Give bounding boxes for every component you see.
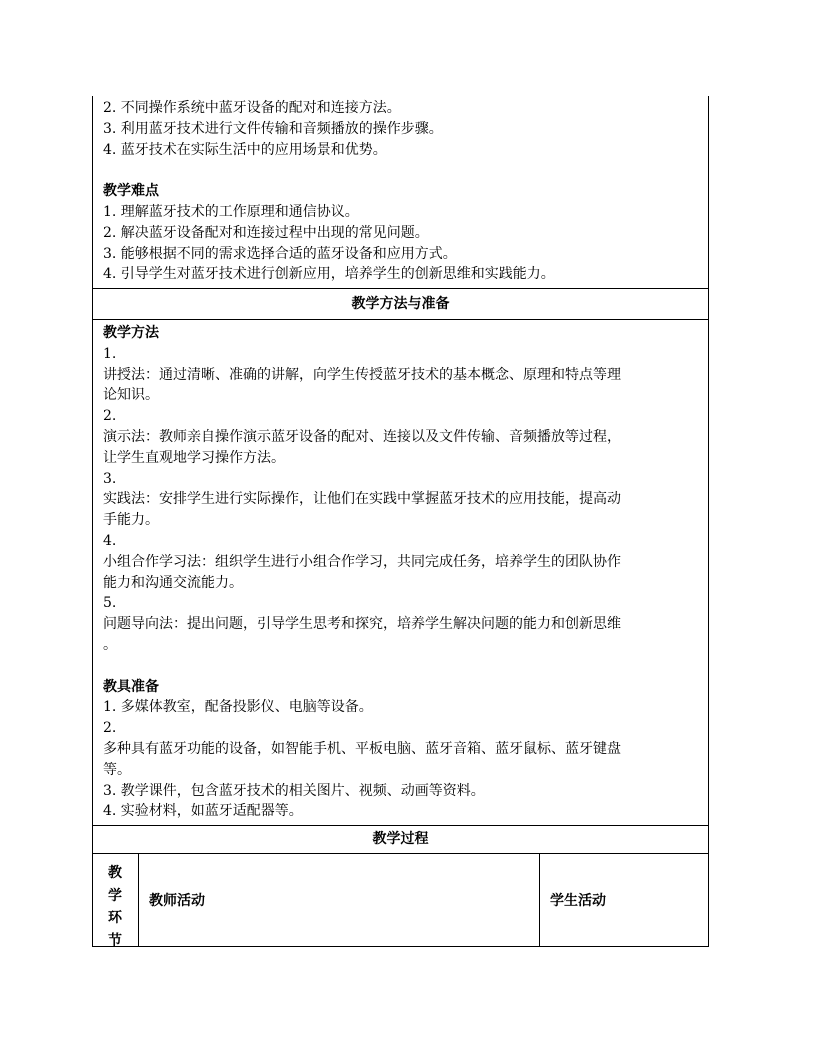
student-activity-header (540, 854, 708, 946)
tools-title: 教具准备 (103, 678, 159, 695)
tools-item: 1. 多媒体教室，配备投影仪、电脑等设备。 (103, 699, 373, 716)
tools-item: 4. 实验材料，如蓝牙适配器等。 (103, 803, 303, 820)
tools-item: 3. 教学课件，包含蓝牙技术的相关图片、视频、动画等资料。 (103, 782, 485, 799)
stage-char: 环 (108, 910, 122, 926)
focus-item: 2. 不同操作系统中蓝牙设备的配对和连接方法。 (103, 100, 401, 116)
method-number: 1. (103, 345, 117, 362)
method-text: 手能力。 (103, 512, 159, 529)
focus-item: 3. 利用蓝牙技术进行文件传输和音频播放的操作步骤。 (103, 120, 443, 137)
methods-header: 教学方法与准备 (92, 289, 709, 320)
teaching-stage-header (93, 854, 139, 949)
tools-item: 多种具有蓝牙功能的设备，如智能手机、平板电脑、蓝牙音箱、蓝牙鼠标、蓝牙键盘 (103, 740, 621, 757)
method-text: 实践法：安排学生进行实际操作，让他们在实践中掌握蓝牙技术的应用技能，提高动 (103, 491, 621, 508)
teacher-activity-label: 教师活动 (149, 893, 205, 909)
stage-char: 教 (108, 865, 122, 881)
methods-title: 教学方法 (103, 325, 159, 341)
methods-section (92, 320, 709, 826)
stage-char: 学 (108, 887, 122, 904)
teaching-focus-section (92, 96, 709, 289)
method-text: 。 (103, 636, 117, 653)
tools-item-number: 2. (103, 720, 117, 737)
tools-item: 等。 (103, 761, 131, 778)
method-text: 让学生直观地学习操作方法。 (103, 449, 285, 466)
method-number: 3. (103, 470, 117, 487)
method-number: 4. (103, 532, 117, 549)
method-text: 演示法：教师亲自操作演示蓝牙设备的配对、连接以及文件传输、音频播放等过程， (103, 428, 621, 445)
focus-item: 4. 蓝牙技术在实际生活中的应用场景和优势。 (103, 141, 387, 158)
method-text: 小组合作学习法：组织学生进行小组合作学习，共同完成任务，培养学生的团队协作 (103, 553, 621, 570)
difficulty-title: 教学难点 (103, 183, 159, 200)
method-number: 5. (103, 595, 117, 612)
difficulty-item: 3. 能够根据不同的需求选择合适的蓝牙设备和应用方式。 (103, 245, 457, 262)
teacher-activity-header (139, 854, 540, 946)
student-activity-label: 学生活动 (550, 893, 606, 909)
method-text: 问题导向法：提出问题，引导学生思考和探究，培养学生解决问题的能力和创新思维 (103, 616, 621, 633)
difficulty-item: 4. 引导学生对蓝牙技术进行创新应用，培养学生的创新思维和实践能力。 (103, 266, 555, 283)
process-table (92, 854, 709, 947)
method-number: 2. (103, 408, 117, 425)
method-text: 论知识。 (103, 387, 159, 404)
difficulty-item: 1. 理解蓝牙技术的工作原理和通信协议。 (103, 203, 359, 220)
process-header: 教学过程 (92, 826, 709, 854)
stage-char: 节 (108, 932, 122, 949)
method-text: 能力和沟通交流能力。 (103, 574, 243, 591)
difficulty-item: 2. 解决蓝牙设备配对和连接过程中出现的常见问题。 (103, 224, 429, 241)
method-text: 讲授法：通过清晰、准确的讲解，向学生传授蓝牙技术的基本概念、原理和特点等理 (103, 366, 621, 383)
